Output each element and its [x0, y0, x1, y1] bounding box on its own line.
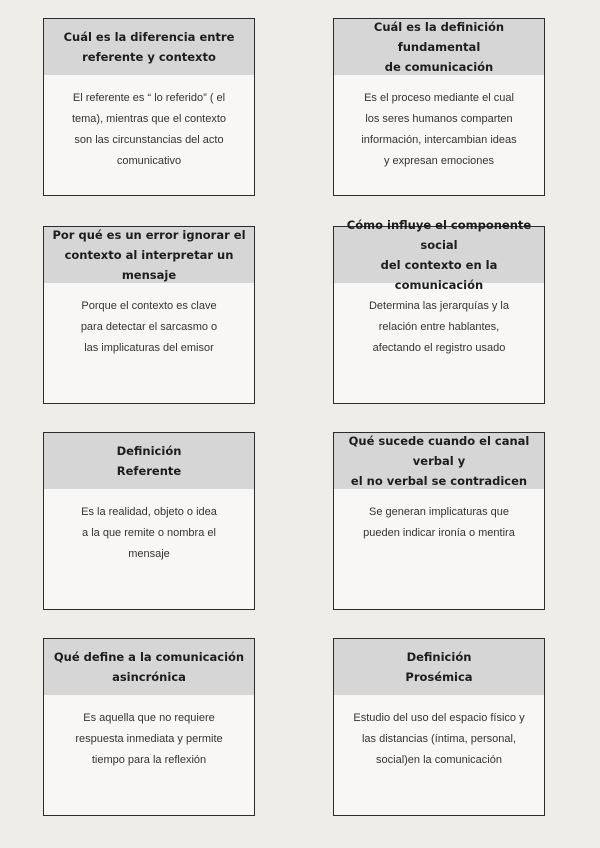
- card-question: Qué sucede cuando el canal verbal y el no verbal se contradicen: [348, 434, 530, 488]
- card-question: Qué define a la comunicación asincrónica: [53, 650, 245, 684]
- card-body: [334, 695, 544, 769]
- card-answer: Porque el contexto es clave para detectar el sarcasmo o las implicaturas del emisor: [80, 300, 218, 354]
- flashcard-canal-verbal-no-verbal: [333, 432, 545, 610]
- card-answer: Se generan implicaturas que pueden indicar ironía o mentira: [363, 506, 515, 539]
- card-header: [334, 19, 544, 75]
- card-answer: Es la realidad, objeto o idea a la que remite o nombra el mensaje: [81, 506, 217, 560]
- card-answer: El referente es “ lo referido” ( el tema), mientras que el contexto son las circunstancias del acto comunicativo: [71, 92, 227, 167]
- card-question: Cómo influye el componente social del contexto en la comunicación: [346, 218, 532, 292]
- card-answer: Es el proceso mediante el cual los seres humanos comparten información, intercambian ideas y expresan emociones: [361, 92, 517, 167]
- flashcard-componente-social: [333, 218, 545, 404]
- card-answer: Es aquella que no requiere respuesta inmediata y permite tiempo para la reflexión: [75, 712, 223, 766]
- flashcard-comunicacion-asincronica: [43, 638, 255, 816]
- flashcard-definicion-prosemica: [333, 638, 545, 816]
- card-answer: Determina las jerarquías y la relación entre hablantes, afectando el registro usado: [368, 300, 509, 354]
- flashcard-definicion-comunicacion: [333, 18, 545, 196]
- card-header: [44, 227, 254, 283]
- card-answer: Estudio del uso del espacio físico y las distancias (íntima, personal, social)en la comunicación: [353, 712, 525, 766]
- card-question: Definición Prosémica: [405, 650, 473, 684]
- card-body: [334, 489, 544, 542]
- card-question: Cuál es la diferencia entre referente y contexto: [63, 30, 235, 64]
- card-body: [44, 283, 254, 357]
- card-header: [334, 639, 544, 695]
- card-header: [334, 218, 544, 292]
- flashcard-error-ignorar-contexto: [43, 226, 255, 404]
- card-header: [44, 433, 254, 489]
- card-header: [44, 639, 254, 695]
- flashcard-definicion-referente: [43, 432, 255, 610]
- card-question: Por qué es un error ignorar el contexto al interpretar un mensaje: [52, 228, 246, 282]
- flashcard-referente-contexto: [43, 18, 255, 196]
- card-body: [44, 489, 254, 563]
- card-header: [334, 433, 544, 489]
- card-body: [44, 75, 254, 170]
- card-body: [334, 75, 544, 170]
- card-question: Definición Referente: [116, 444, 182, 478]
- card-question: Cuál es la definición fundamental de comunicación: [373, 20, 505, 74]
- card-body: [44, 695, 254, 769]
- card-header: [44, 19, 254, 75]
